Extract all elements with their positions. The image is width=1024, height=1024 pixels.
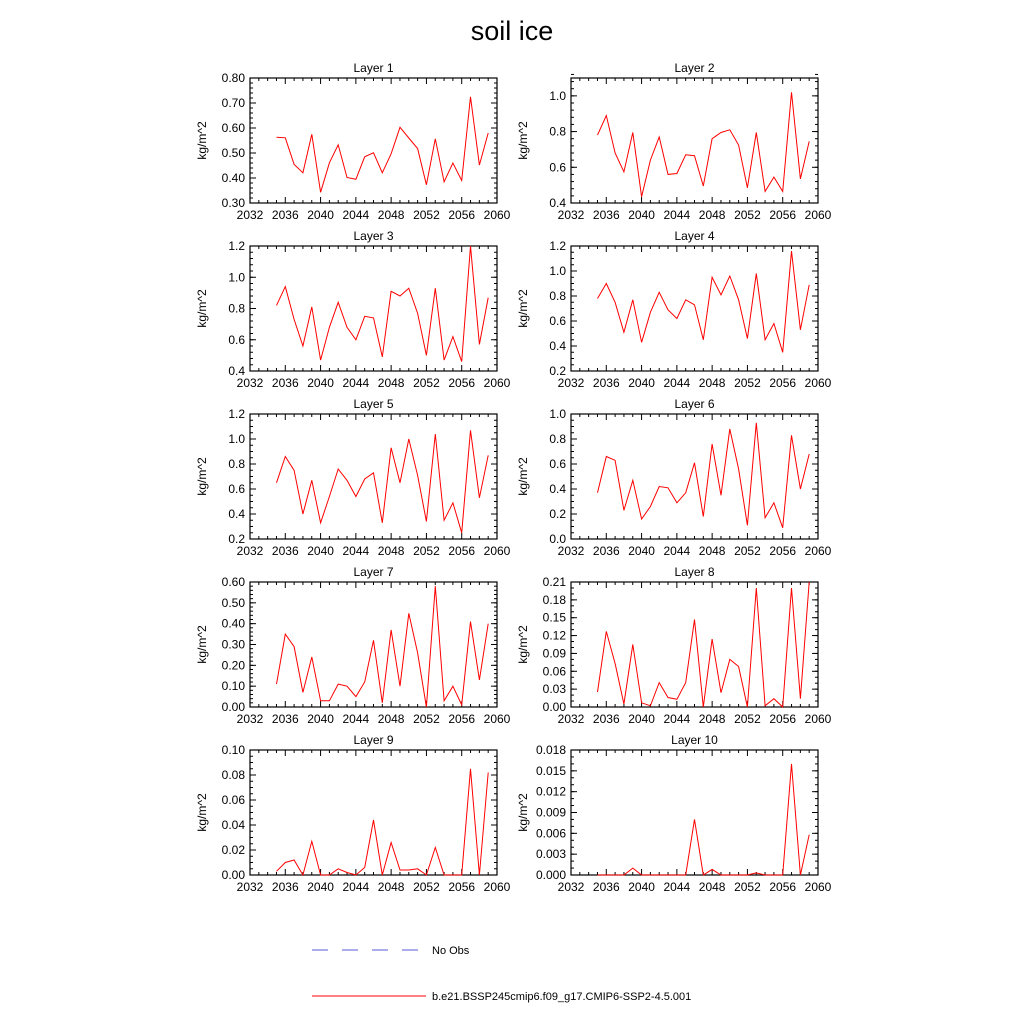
x-tick-label: 2048 <box>698 376 726 390</box>
panel-1 <box>195 61 511 222</box>
y-tick-label: 0.009 <box>535 805 566 820</box>
x-tick-label: 2044 <box>342 880 370 894</box>
x-tick-label: 2060 <box>483 880 511 894</box>
y-axis-label: kg/m^2 <box>195 121 209 160</box>
y-tick-label: 0.00 <box>221 868 245 882</box>
y-tick-label: 0.40 <box>221 616 245 631</box>
x-tick-label: 2036 <box>592 712 620 726</box>
plot-frame <box>571 414 818 539</box>
series-line <box>598 423 810 528</box>
y-tick-label: 1.2 <box>228 239 245 253</box>
x-tick-label: 2040 <box>628 880 655 894</box>
x-tick-label: 2032 <box>557 208 585 222</box>
y-tick-label: 0.06 <box>221 793 245 807</box>
x-tick-label: 2032 <box>236 376 264 390</box>
y-tick-label: 1.2 <box>549 239 566 253</box>
x-tick-label: 2060 <box>483 208 511 222</box>
y-tick-label: 1.2 <box>228 407 245 421</box>
x-tick-label: 2032 <box>557 880 585 894</box>
panel-5 <box>195 397 511 558</box>
panel-3 <box>195 229 511 390</box>
y-tick-label: 0.70 <box>221 96 245 110</box>
x-tick-label: 2052 <box>734 880 761 894</box>
x-tick-label: 2060 <box>804 544 832 558</box>
series-line <box>598 582 810 707</box>
series-line <box>277 769 489 875</box>
x-tick-label: 2044 <box>663 208 691 222</box>
x-tick-label: 2040 <box>307 544 334 558</box>
x-tick-label: 2032 <box>236 544 264 558</box>
y-axis-label: kg/m^2 <box>195 793 209 832</box>
legend-label-model: b.e21.BSSP245cmip6.f09_g17.CMIP6-SSP2-4.5.001 <box>432 991 692 1003</box>
series-line <box>277 97 489 193</box>
y-tick-label: 0.000 <box>535 868 566 882</box>
y-tick-label: 0.2 <box>228 532 245 546</box>
plot-frame <box>250 582 497 707</box>
plot-frame <box>571 750 818 875</box>
y-tick-label: 0.21 <box>542 575 566 589</box>
y-tick-label: 0.20 <box>221 658 245 673</box>
plot-frame <box>571 78 818 203</box>
x-tick-label: 2036 <box>271 712 299 726</box>
y-axis-label: kg/m^2 <box>195 457 209 496</box>
y-tick-label: 0.2 <box>549 364 566 378</box>
y-axis-label: kg/m^2 <box>516 457 530 496</box>
x-tick-label: 2036 <box>271 544 299 558</box>
plot-frame <box>250 750 497 875</box>
x-tick-label: 2056 <box>769 880 797 894</box>
x-tick-label: 2032 <box>557 712 585 726</box>
y-tick-label: 0.02 <box>221 843 245 857</box>
y-tick-label: 1.0 <box>549 264 566 278</box>
y-tick-label: 0.012 <box>535 784 566 799</box>
y-tick-label: 0.4 <box>549 196 566 210</box>
series-line <box>277 430 489 533</box>
panel-title: Layer 3 <box>353 229 394 243</box>
x-tick-label: 2032 <box>236 880 264 894</box>
y-tick-label: 0.6 <box>549 160 566 175</box>
y-axis-label: kg/m^2 <box>516 793 530 832</box>
x-tick-label: 2044 <box>342 376 370 390</box>
x-tick-label: 2048 <box>377 208 405 222</box>
y-tick-label: 0.4 <box>549 339 566 353</box>
y-tick-label: 0.018 <box>535 743 566 757</box>
x-tick-label: 2056 <box>448 208 476 222</box>
x-tick-label: 2036 <box>271 208 299 222</box>
x-tick-label: 2060 <box>804 208 832 222</box>
x-tick-label: 2052 <box>413 208 440 222</box>
y-tick-label: 0.6 <box>228 482 245 496</box>
x-tick-label: 2060 <box>804 712 832 726</box>
y-tick-label: 0.8 <box>549 432 566 446</box>
x-tick-label: 2056 <box>769 712 797 726</box>
y-tick-label: 0.0 <box>549 532 566 546</box>
series-line <box>598 764 810 875</box>
x-tick-label: 2036 <box>271 880 299 894</box>
x-tick-label: 2036 <box>271 376 299 390</box>
x-tick-label: 2040 <box>307 376 334 390</box>
y-tick-label: 0.8 <box>228 457 245 471</box>
x-tick-label: 2036 <box>592 544 620 558</box>
series-line <box>598 251 810 352</box>
y-tick-label: 0.09 <box>542 646 566 661</box>
x-tick-label: 2048 <box>698 208 726 222</box>
series-line <box>277 246 489 362</box>
x-tick-label: 2056 <box>448 544 476 558</box>
x-tick-label: 2052 <box>734 376 761 390</box>
y-axis-label: kg/m^2 <box>516 625 530 664</box>
x-tick-label: 2040 <box>628 544 655 558</box>
x-tick-label: 2052 <box>413 880 440 894</box>
panel-title: Layer 6 <box>674 397 715 411</box>
x-tick-label: 2052 <box>413 712 440 726</box>
x-tick-label: 2052 <box>734 712 761 726</box>
y-tick-label: 0.18 <box>542 592 566 607</box>
x-tick-label: 2060 <box>804 376 832 390</box>
x-tick-label: 2032 <box>557 544 585 558</box>
panel-title: Layer 5 <box>353 397 394 411</box>
y-tick-label: 0.50 <box>221 146 245 160</box>
y-tick-label: 0.50 <box>221 595 245 610</box>
panel-8 <box>516 565 832 726</box>
plot-frame <box>250 414 497 539</box>
y-tick-label: 0.4 <box>228 364 245 378</box>
x-tick-label: 2060 <box>483 376 511 390</box>
x-tick-label: 2044 <box>342 544 370 558</box>
x-tick-label: 2044 <box>663 376 691 390</box>
x-tick-label: 2040 <box>307 880 334 894</box>
x-tick-label: 2060 <box>804 880 832 894</box>
y-tick-label: 0.04 <box>221 818 245 832</box>
x-tick-label: 2052 <box>734 544 761 558</box>
plot-frame <box>250 78 497 203</box>
y-tick-label: 0.15 <box>542 610 566 625</box>
y-tick-label: 0.6 <box>549 457 566 471</box>
y-tick-label: 0.10 <box>221 679 245 694</box>
y-tick-label: 0.30 <box>221 637 245 652</box>
y-tick-label: 0.006 <box>535 826 566 841</box>
panel-title: Layer 9 <box>353 733 394 747</box>
plot-frame <box>571 582 818 707</box>
x-tick-label: 2060 <box>483 544 511 558</box>
y-axis-label: kg/m^2 <box>516 121 530 160</box>
x-tick-label: 2044 <box>663 712 691 726</box>
y-tick-label: 0.12 <box>542 628 566 643</box>
panel-title: Layer 8 <box>674 565 715 579</box>
y-tick-label: 0.60 <box>221 121 245 135</box>
x-tick-label: 2056 <box>769 208 797 222</box>
panel-title: Layer 10 <box>671 733 718 747</box>
y-tick-label: 0.60 <box>221 575 245 589</box>
y-tick-label: 0.03 <box>542 682 566 697</box>
panel-title: Layer 2 <box>674 61 715 75</box>
x-tick-label: 2048 <box>698 544 726 558</box>
y-axis-label: kg/m^2 <box>516 289 530 328</box>
panel-7 <box>195 565 511 726</box>
y-axis-label: kg/m^2 <box>195 625 209 664</box>
panel-title: Layer 7 <box>353 565 394 579</box>
y-tick-label: 1.0 <box>228 270 245 285</box>
y-tick-label: 0.4 <box>228 507 245 521</box>
y-tick-label: 0.4 <box>549 482 566 496</box>
panel-6 <box>516 397 832 558</box>
y-tick-label: 0.00 <box>221 700 245 714</box>
y-tick-label: 1.0 <box>228 432 245 446</box>
panel-10 <box>516 733 832 894</box>
panel-9 <box>195 733 511 894</box>
y-tick-label: 0.2 <box>549 507 566 521</box>
x-tick-label: 2044 <box>342 208 370 222</box>
y-axis-label: kg/m^2 <box>195 289 209 328</box>
y-tick-label: 0.8 <box>228 301 245 316</box>
x-tick-label: 2048 <box>698 880 726 894</box>
y-tick-label: 0.10 <box>221 743 245 757</box>
x-tick-label: 2048 <box>377 544 405 558</box>
x-tick-label: 2036 <box>592 376 620 390</box>
y-tick-label: 0.6 <box>549 314 566 328</box>
y-tick-label: 0.30 <box>221 196 245 210</box>
legend-label-no-obs: No Obs <box>432 945 470 957</box>
y-tick-label: 0.80 <box>221 71 245 85</box>
x-tick-label: 2056 <box>769 544 797 558</box>
x-tick-label: 2048 <box>698 712 726 726</box>
x-tick-label: 2040 <box>628 208 655 222</box>
x-tick-label: 2052 <box>413 376 440 390</box>
x-tick-label: 2032 <box>557 376 585 390</box>
series-line <box>277 586 489 707</box>
x-tick-label: 2036 <box>592 208 620 222</box>
x-tick-label: 2044 <box>342 712 370 726</box>
plot-frame <box>250 246 497 371</box>
x-tick-label: 2048 <box>377 712 405 726</box>
x-tick-label: 2048 <box>377 880 405 894</box>
x-tick-label: 2040 <box>307 208 334 222</box>
x-tick-label: 2040 <box>307 712 334 726</box>
y-tick-label: 0.003 <box>535 847 566 862</box>
y-tick-label: 1.0 <box>549 88 566 103</box>
x-tick-label: 2056 <box>448 376 476 390</box>
y-tick-label: 0.8 <box>549 124 566 139</box>
x-tick-label: 2052 <box>413 544 440 558</box>
x-tick-label: 2056 <box>448 880 476 894</box>
panel-4 <box>516 229 832 390</box>
panel-title: Layer 1 <box>353 61 394 75</box>
y-tick-label: 0.08 <box>221 768 245 782</box>
y-tick-label: 0.06 <box>542 664 566 679</box>
legend <box>312 945 691 1003</box>
plot-frame <box>571 246 818 371</box>
y-tick-label: 0.40 <box>221 171 245 185</box>
y-tick-label: 0.015 <box>535 763 566 778</box>
x-tick-label: 2040 <box>628 712 655 726</box>
y-tick-label: 1.0 <box>549 407 566 421</box>
x-tick-label: 2056 <box>769 376 797 390</box>
x-tick-label: 2032 <box>236 208 264 222</box>
x-tick-label: 2056 <box>448 712 476 726</box>
x-tick-label: 2040 <box>628 376 655 390</box>
y-tick-label: 0.8 <box>549 289 566 303</box>
y-tick-label: 0.00 <box>542 700 566 714</box>
x-tick-label: 2044 <box>663 544 691 558</box>
figure-title: soil ice <box>470 16 554 46</box>
x-tick-label: 2032 <box>236 712 264 726</box>
panel-title: Layer 4 <box>674 229 715 243</box>
panel-2 <box>516 61 832 222</box>
series-line <box>598 92 810 197</box>
x-tick-label: 2052 <box>734 208 761 222</box>
x-tick-label: 2036 <box>592 880 620 894</box>
y-tick-label: 0.6 <box>228 332 245 347</box>
x-tick-label: 2060 <box>483 712 511 726</box>
x-tick-label: 2048 <box>377 376 405 390</box>
x-tick-label: 2044 <box>663 880 691 894</box>
